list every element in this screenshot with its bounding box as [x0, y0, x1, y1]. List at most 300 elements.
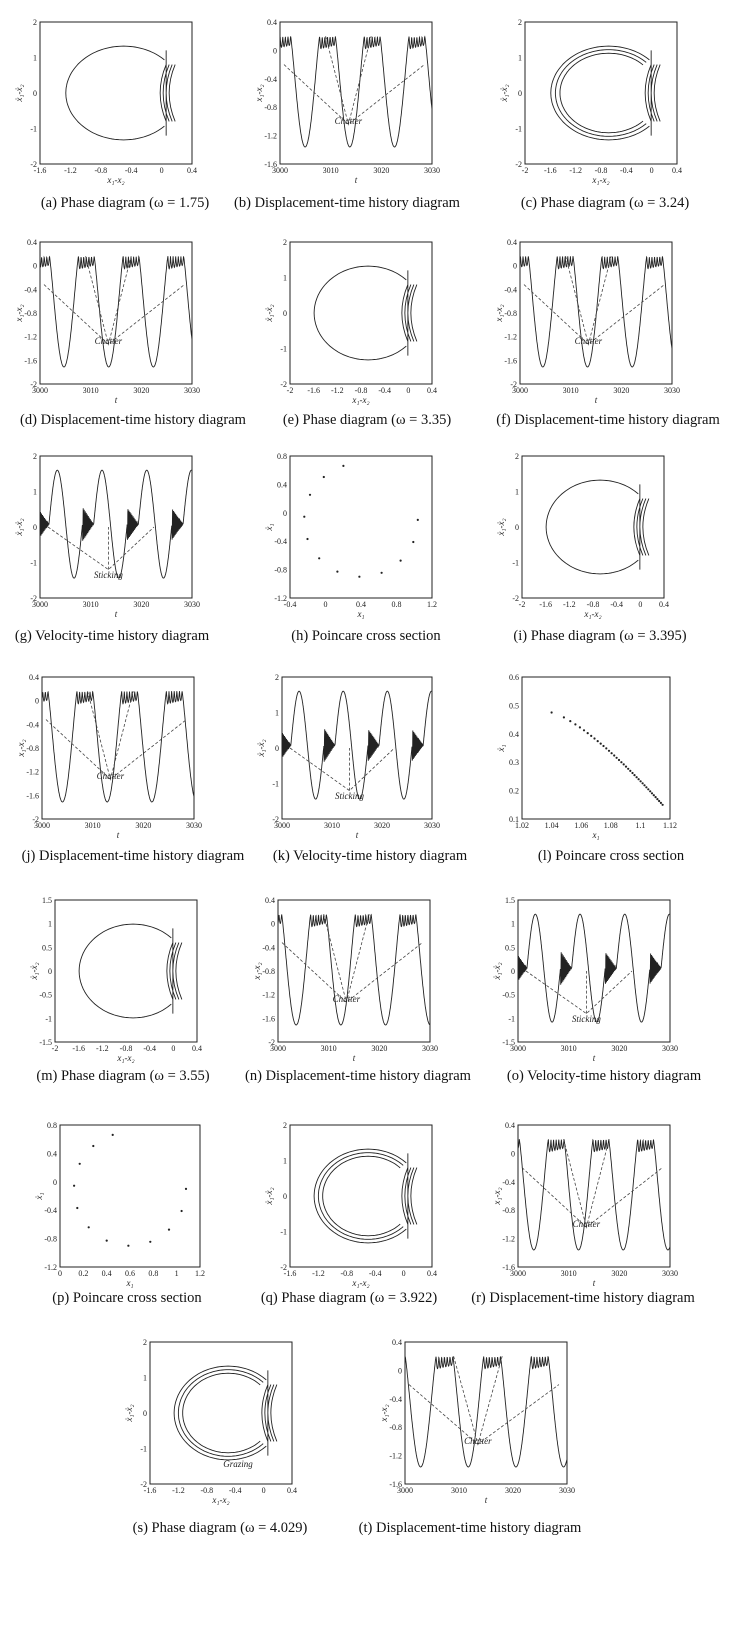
poincare-point — [181, 1210, 183, 1212]
poincare-point — [640, 780, 642, 782]
poincare-point — [417, 519, 419, 521]
plot-j — [16, 673, 202, 840]
y-tick-label: 0.4 — [505, 1121, 515, 1130]
x-tick-label: 3020 — [613, 386, 630, 395]
x-tick-label: 0 — [261, 1486, 266, 1495]
poincare-point — [618, 759, 620, 761]
x-tick-label: 3010 — [560, 1044, 577, 1053]
caption-s: (s) Phase diagram (ω = 4.029) — [132, 1520, 308, 1536]
poincare-point — [593, 737, 595, 739]
y-tick-label: 0 — [275, 744, 279, 753]
x-tick-label: -0.4 — [124, 166, 138, 175]
poincare-point — [323, 476, 325, 478]
annotation-label: Chatter — [332, 994, 361, 1005]
y-tick-label: 0.3 — [509, 758, 519, 768]
y-axis-label: ẋ₁-ẋ₂ — [14, 84, 24, 102]
x-tick-label: -1.6 — [543, 166, 557, 175]
y-tick-label: 0.4 — [267, 18, 277, 27]
x-tick-label: 3030 — [662, 1044, 678, 1053]
y-axis-label: ẋ₁-ẋ₂ — [256, 739, 266, 757]
y-tick-label: -2 — [30, 594, 37, 603]
caption-h: (h) Poincare cross section — [291, 628, 441, 644]
caption-e: (e) Phase diagram (ω = 3.35) — [282, 412, 452, 428]
y-tick-label: -1.2 — [26, 767, 39, 777]
chatter-leader-lines — [46, 691, 186, 782]
y-tick-label: 0.4 — [277, 480, 287, 490]
plot-k — [256, 673, 440, 840]
annotation-label: Chatter — [464, 1436, 492, 1447]
x-tick-label: 1.2 — [427, 600, 437, 609]
y-tick-label: 2 — [143, 1338, 147, 1347]
y-tick-label: -0.4 — [44, 1206, 57, 1216]
x-axis-label: t — [594, 395, 598, 405]
trajectory-curve — [520, 256, 672, 367]
trajectory-curve — [314, 1149, 417, 1243]
poincare-point — [79, 1163, 81, 1165]
panel-p — [34, 1121, 205, 1288]
x-tick-label: -0.4 — [378, 386, 392, 395]
plot-frame — [522, 677, 670, 819]
x-tick-label: -0.4 — [610, 600, 624, 609]
plot-b — [254, 18, 440, 185]
trajectory-curve — [546, 480, 649, 574]
trajectory-curve — [551, 46, 660, 140]
x-tick-label: 0.4 — [187, 166, 197, 175]
caption-t: (t) Displacement-time history diagram — [358, 1520, 582, 1536]
x-tick-label: 0.4 — [192, 1044, 202, 1053]
y-tick-label: -1.6 — [389, 1480, 402, 1489]
y-tick-label: -0.8 — [26, 744, 39, 753]
y-tick-label: 1 — [515, 487, 519, 497]
y-tick-label: -0.4 — [262, 943, 275, 953]
y-tick-label: -1 — [280, 1227, 287, 1237]
y-tick-label: 0.4 — [507, 238, 517, 247]
panel-e — [264, 238, 437, 405]
annotation-label: Sticking — [93, 570, 123, 581]
poincare-point — [651, 792, 653, 794]
panel-k — [256, 673, 440, 840]
poincare-point — [76, 1207, 78, 1209]
y-tick-label: -2 — [140, 1480, 147, 1489]
x-tick-label: 1.04 — [544, 821, 559, 830]
plot-h — [264, 452, 437, 619]
x-tick-label: 0.4 — [101, 1269, 112, 1278]
y-tick-label: 2 — [275, 673, 279, 682]
poincare-point — [613, 754, 615, 756]
x-tick-label: 3010 — [451, 1486, 467, 1495]
poincare-point — [627, 768, 629, 770]
poincare-point — [625, 766, 627, 768]
trajectory-curve — [42, 691, 194, 802]
y-tick-label: 1 — [48, 919, 52, 929]
trajectory-curve — [314, 266, 417, 360]
x-axis-label: t — [592, 1053, 596, 1063]
annotation-label: Grazing — [223, 1458, 253, 1469]
x-tick-label: -2 — [518, 600, 526, 609]
y-tick-label: -0.4 — [264, 74, 277, 84]
x-tick-label: 1.02 — [515, 821, 529, 830]
y-tick-label: -1.6 — [24, 356, 37, 366]
x-tick-label: 0.4 — [287, 1486, 297, 1495]
x-tick-label: 3010 — [320, 1044, 337, 1053]
panel-j — [16, 673, 202, 840]
x-tick-label: 3010 — [322, 166, 339, 175]
y-tick-label: 0.6 — [509, 673, 519, 682]
annotation-label: Sticking — [571, 1014, 601, 1025]
x-tick-label: 0 — [323, 600, 328, 609]
y-tick-label: 2 — [33, 18, 37, 27]
caption-l: (l) Poincare cross section — [537, 848, 685, 864]
x-tick-label: 3030 — [662, 1269, 678, 1278]
x-tick-label: 3030 — [422, 1044, 438, 1053]
plot-r — [492, 1121, 678, 1288]
x-tick-label: -1.6 — [283, 1269, 297, 1278]
caption-m: (m) Phase diagram (ω = 3.55) — [36, 1068, 210, 1084]
y-tick-label: -1.6 — [262, 1014, 275, 1024]
trajectory-curve — [40, 470, 192, 581]
y-tick-label: 0.4 — [509, 729, 519, 739]
y-tick-label: 1 — [275, 708, 279, 718]
y-tick-label: 0.2 — [509, 786, 519, 796]
poincare-point — [633, 774, 635, 776]
x-tick-label: -0.4 — [228, 1486, 242, 1495]
x-tick-label: -1.6 — [307, 386, 321, 395]
x-tick-label: 3010 — [562, 386, 579, 395]
y-tick-label: 0.8 — [277, 452, 287, 461]
caption-b: (b) Displacement-time history diagram — [234, 195, 460, 211]
plot-i — [496, 452, 669, 619]
x-tick-label: 0 — [649, 166, 654, 175]
poincare-point — [629, 770, 631, 772]
x-tick-label: 3020 — [374, 821, 390, 830]
plot-t — [379, 1338, 575, 1505]
plot-frame — [290, 456, 432, 598]
trajectory-curve — [282, 691, 432, 802]
x-tick-label: 1.08 — [603, 821, 618, 830]
poincare-point — [662, 804, 664, 806]
plot-l — [496, 673, 677, 840]
poincare-point — [303, 516, 305, 518]
poincare-point — [611, 752, 613, 754]
x-tick-label: 3000 — [270, 1044, 286, 1053]
x-tick-label: 1.2 — [195, 1269, 205, 1278]
y-tick-label: 0.8 — [47, 1121, 57, 1130]
caption-k: (k) Velocity-time history diagram — [272, 848, 468, 864]
x-tick-label: 3020 — [371, 1044, 388, 1053]
poincare-point — [631, 772, 633, 774]
y-axis-label: ẋ₁-ẋ₂ — [264, 304, 274, 322]
y-tick-label: 0.5 — [509, 701, 519, 711]
poincare-point — [638, 778, 640, 780]
y-tick-label: 1 — [283, 273, 287, 283]
x-tick-label: 3000 — [32, 386, 48, 395]
x-tick-label: 0 — [159, 166, 164, 175]
x-tick-label: 3000 — [397, 1486, 413, 1495]
y-axis-label: ẋ₁-ẋ₂ — [14, 518, 24, 536]
x-tick-label: 3010 — [82, 386, 99, 395]
y-tick-label: -2 — [515, 160, 522, 169]
x-axis-label: x₁-x₂ — [352, 1278, 370, 1288]
plot-e — [264, 238, 437, 405]
poincare-point — [605, 747, 607, 749]
y-tick-label: -1 — [512, 558, 519, 568]
x-tick-label: 0 — [58, 1269, 62, 1278]
x-tick-label: -2 — [51, 1044, 59, 1053]
x-tick-label: -1.2 — [64, 166, 77, 175]
poincare-point — [574, 723, 576, 725]
x-axis-label: t — [354, 175, 358, 185]
x-tick-label: -0.8 — [594, 166, 608, 175]
x-tick-label: 3030 — [184, 386, 200, 395]
caption-o: (o) Velocity-time history diagram — [506, 1068, 702, 1084]
panel-r — [492, 1121, 678, 1288]
y-tick-label: 2 — [283, 1121, 287, 1130]
x-tick-label: 0.4 — [659, 600, 669, 609]
panel-c — [499, 18, 682, 185]
caption-g: (g) Velocity-time history diagram — [14, 628, 210, 644]
y-tick-label: -1.5 — [39, 1038, 52, 1047]
y-tick-label: -2 — [272, 815, 279, 824]
x-tick-label: -1.2 — [562, 600, 576, 609]
x-tick-label: 3010 — [84, 821, 101, 830]
y-tick-label: 0 — [33, 261, 37, 271]
x-tick-label: 1.06 — [574, 821, 589, 830]
y-tick-label: 2 — [283, 238, 287, 247]
trajectory-curve — [79, 924, 182, 1018]
poincare-point — [616, 757, 618, 759]
panel-q — [264, 1121, 437, 1288]
y-tick-label: 0.5 — [42, 943, 52, 953]
x-axis-label: x₁ — [357, 609, 365, 619]
poincare-point — [358, 576, 360, 578]
x-tick-label: 0 — [171, 1044, 176, 1053]
sticking-leader-lines — [48, 527, 154, 570]
poincare-point — [643, 784, 645, 786]
y-tick-label: 0 — [33, 89, 37, 98]
trajectory-curve — [174, 1366, 277, 1460]
y-tick-label: 0 — [35, 696, 39, 706]
x-tick-label: 3020 — [611, 1269, 628, 1278]
trajectory-curve — [280, 36, 432, 147]
y-tick-label: 1 — [518, 53, 522, 63]
y-axis-label: x₁-x₂ — [494, 304, 504, 322]
y-tick-label: 1.5 — [42, 896, 52, 905]
panel-b — [254, 18, 440, 185]
y-tick-label: 0 — [518, 89, 522, 98]
poincare-point — [655, 796, 657, 798]
x-tick-label: 3030 — [186, 821, 202, 830]
poincare-point — [642, 782, 644, 784]
panel-i — [496, 452, 669, 619]
y-tick-label: 0 — [511, 967, 515, 976]
panel-m — [29, 896, 202, 1063]
y-axis-label: ẋ₁-ẋ₂ — [499, 84, 509, 102]
poincare-point — [563, 716, 565, 718]
panel-d — [14, 238, 200, 405]
plot-c — [499, 18, 682, 185]
annotation-label: Chatter — [334, 116, 363, 127]
poincare-point — [658, 800, 660, 802]
y-axis-label: x₁-x₂ — [252, 962, 262, 980]
y-tick-label: 0.4 — [392, 1338, 402, 1347]
y-tick-label: -0.4 — [24, 285, 37, 295]
y-tick-label: -1 — [30, 558, 37, 568]
x-tick-label: 3020 — [133, 600, 150, 609]
trajectory-curve — [40, 256, 192, 367]
x-tick-label: 3020 — [611, 1044, 628, 1053]
y-tick-label: -1 — [272, 779, 279, 789]
x-axis-label: t — [114, 395, 118, 405]
x-tick-label: 0.8 — [391, 600, 402, 609]
x-tick-label: -1.2 — [312, 1269, 325, 1278]
y-tick-label: -0.8 — [274, 565, 287, 575]
y-tick-label: -1.2 — [389, 1451, 402, 1461]
x-tick-label: 0 — [406, 386, 411, 395]
x-tick-label: -1.2 — [172, 1486, 185, 1495]
poincare-point — [569, 720, 571, 722]
x-tick-label: 3000 — [32, 600, 48, 609]
panel-t — [379, 1338, 575, 1505]
x-tick-label: 0.6 — [125, 1269, 135, 1278]
poincare-point — [579, 726, 581, 728]
x-tick-label: 3000 — [510, 1269, 526, 1278]
poincare-point — [149, 1241, 151, 1243]
plot-s — [124, 1338, 297, 1505]
poincare-point — [587, 732, 589, 734]
y-tick-label: -0.8 — [44, 1234, 57, 1244]
chatter-leader-lines — [284, 36, 424, 127]
y-tick-label: -1 — [280, 344, 287, 354]
y-tick-label: 0 — [143, 1409, 147, 1418]
y-tick-label: -1 — [30, 124, 37, 134]
poincare-point — [318, 557, 320, 559]
x-tick-label: 3020 — [373, 166, 390, 175]
y-tick-label: 0 — [513, 261, 517, 271]
y-tick-label: 2 — [33, 452, 37, 461]
x-tick-label: 3010 — [560, 1269, 577, 1278]
y-tick-label: -1.2 — [274, 594, 287, 603]
x-axis-label: x₁ — [126, 1278, 134, 1288]
y-axis-label: ẋ₁-ẋ₂ — [124, 1404, 134, 1422]
annotation-label: Chatter — [94, 336, 123, 347]
x-tick-label: -0.8 — [200, 1486, 214, 1495]
x-tick-label: 3000 — [274, 821, 290, 830]
panel-n — [252, 896, 438, 1063]
y-tick-label: -2 — [512, 594, 519, 603]
plot-g — [14, 452, 200, 619]
x-tick-label: 3030 — [424, 821, 440, 830]
y-tick-label: 0.4 — [29, 673, 39, 682]
poincare-point — [583, 729, 585, 731]
x-tick-label: 3020 — [505, 1486, 521, 1495]
y-tick-label: 0 — [398, 1366, 402, 1376]
poincare-point — [620, 761, 622, 763]
annotation-label: Chatter — [574, 336, 603, 347]
panel-o — [492, 896, 678, 1063]
x-tick-label: -0.8 — [354, 386, 368, 395]
caption-n: (n) Displacement-time history diagram — [245, 1068, 471, 1084]
x-axis-label: x₁-x₂ — [107, 175, 125, 185]
y-axis-label: x₁-x₂ — [254, 84, 264, 102]
trajectory-curve — [278, 914, 430, 1025]
y-tick-label: -1.2 — [264, 131, 277, 141]
y-tick-label: -2 — [268, 1038, 275, 1047]
y-axis-label: ẋ₁-ẋ₂ — [264, 1187, 274, 1205]
poincare-point — [73, 1185, 75, 1187]
x-tick-label: 3010 — [324, 821, 340, 830]
x-tick-label: -0.8 — [119, 1044, 133, 1053]
x-tick-label: -0.8 — [340, 1269, 354, 1278]
y-axis-label: ẋ₁ — [496, 744, 506, 752]
x-tick-label: 3030 — [664, 386, 680, 395]
y-tick-label: -0.8 — [504, 309, 517, 318]
y-tick-label: 0 — [515, 523, 519, 532]
y-tick-label: 0 — [273, 46, 277, 56]
x-axis-label: x₁-x₂ — [117, 1053, 135, 1063]
poincare-point — [88, 1226, 90, 1228]
y-tick-label: -1 — [515, 124, 522, 134]
plot-d — [14, 238, 200, 405]
poincare-point — [623, 763, 625, 765]
y-tick-label: 0.4 — [47, 1149, 57, 1159]
sticking-leader-lines — [526, 971, 632, 1014]
x-tick-label: 0 — [638, 600, 643, 609]
x-tick-label: -0.8 — [94, 166, 108, 175]
y-tick-label: 1 — [33, 487, 37, 497]
y-tick-label: 0 — [48, 967, 52, 976]
y-tick-label: -1.2 — [24, 332, 37, 342]
x-axis-label: x₁-x₂ — [584, 609, 602, 619]
y-tick-label: -0.8 — [264, 103, 277, 113]
x-axis-label: t — [114, 609, 118, 619]
annotation-label: Chatter — [96, 771, 125, 782]
x-tick-label: 3000 — [510, 1044, 526, 1053]
y-tick-label: -1.2 — [502, 1234, 515, 1244]
x-axis-label: t — [352, 1053, 356, 1063]
x-tick-label: 1 — [174, 1269, 179, 1278]
poincare-point — [653, 794, 655, 796]
y-tick-label: 0 — [283, 508, 287, 518]
plot-a — [14, 18, 197, 185]
x-tick-label: -0.4 — [283, 600, 297, 609]
y-tick-label: 0 — [33, 523, 37, 532]
y-axis-label: ẋ₁ — [264, 523, 274, 531]
x-tick-label: 3030 — [559, 1486, 575, 1495]
y-tick-label: -0.4 — [26, 720, 39, 730]
x-tick-label: 3020 — [135, 821, 152, 830]
y-tick-label: -1.5 — [502, 1038, 515, 1047]
caption-p: (p) Poincare cross section — [52, 1290, 202, 1306]
plot-f — [494, 238, 680, 405]
poincare-point — [112, 1134, 114, 1136]
plot-m — [29, 896, 202, 1063]
y-tick-label: -2 — [30, 380, 37, 389]
poincare-point — [551, 711, 553, 713]
x-tick-label: 3000 — [272, 166, 288, 175]
y-tick-label: -0.8 — [389, 1423, 402, 1433]
y-tick-label: -1.6 — [502, 1263, 515, 1272]
y-tick-label: -1.6 — [264, 160, 277, 169]
x-tick-label: 3030 — [424, 166, 440, 175]
poincare-point — [106, 1240, 108, 1242]
y-tick-label: -1 — [45, 1014, 52, 1024]
poincare-point — [647, 788, 649, 790]
trajectory-curve — [518, 1139, 670, 1250]
y-axis-label: x₁-x₂ — [16, 739, 26, 757]
x-axis-label: x₁-x₂ — [592, 175, 610, 185]
poincare-point — [590, 735, 592, 737]
annotation-label: Sticking — [335, 791, 364, 802]
